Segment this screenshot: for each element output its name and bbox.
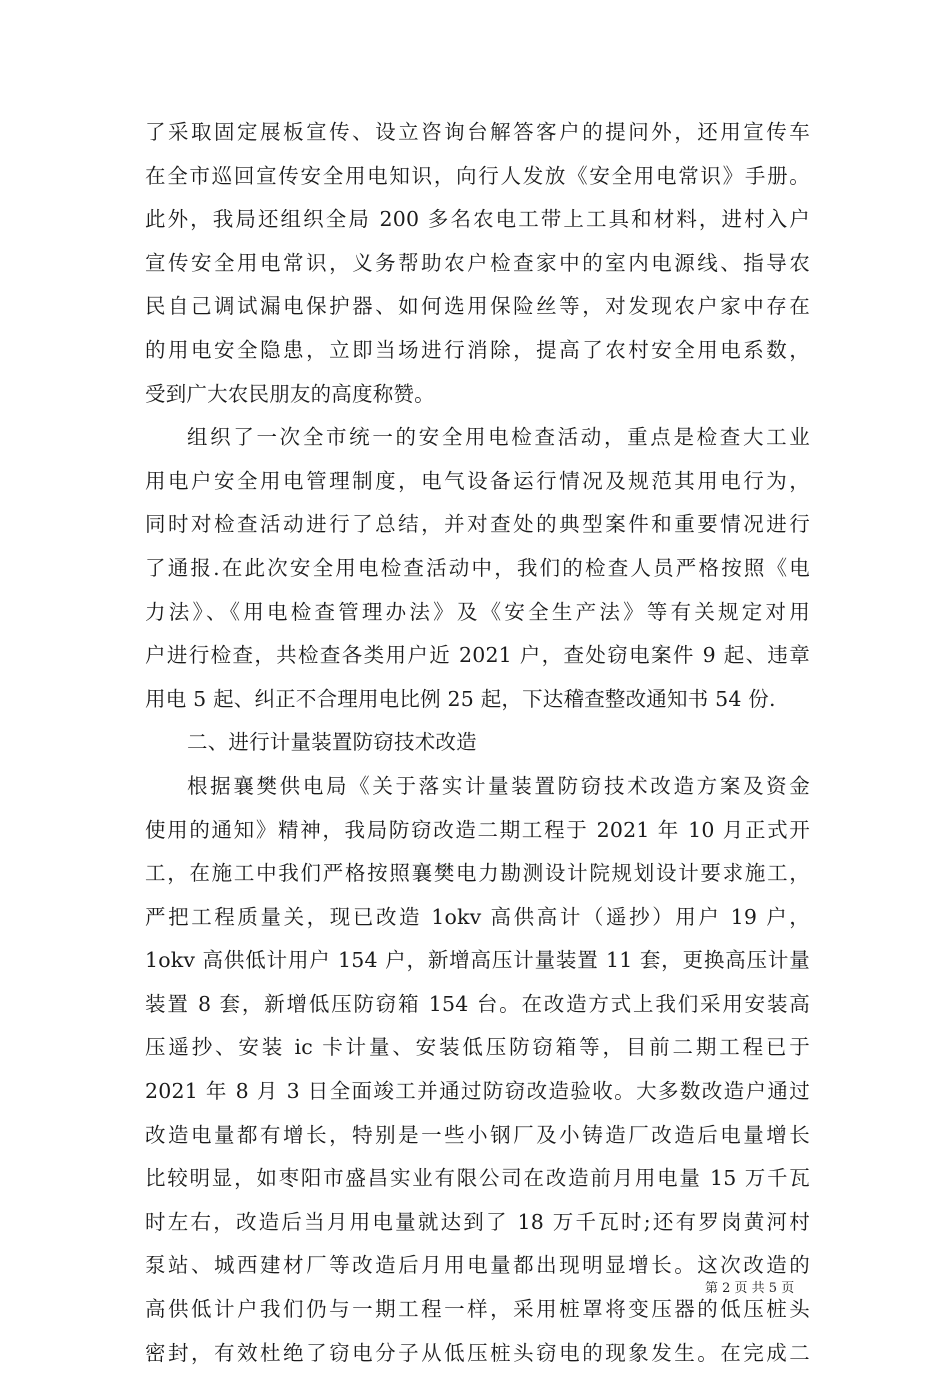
text-line: 同时对检查活动进行了总结，并对查处的典型案件和重要情况进行 [145,512,810,537]
text-line: 根据襄樊供电局《关于落实计量装置防窃技术改造方案及资金 [187,773,810,798]
text-line: 了通报.在此次安全用电检查活动中，我们的检查人员严格按照《电 [145,555,810,580]
text-line: 民自己调试漏电保护器、如何选用保险丝等，对发现农户家中存在 [145,294,810,319]
text-line: 严把工程质量关，现已改造 1okv 高供高计（遥抄）用户 19 户， [145,904,810,929]
text-line: 户进行检查，共检查各类用户近 2021 户，查处窃电案件 9 起、违章 [145,643,810,668]
text-line: 在全市巡回宣传安全用电知识，向行人发放《安全用电常识》手册。 [145,163,810,188]
text-line: 的用电安全隐患，立即当场进行消除，提高了农村安全用电系数， [145,337,810,362]
text-line: 改造电量都有增长，特别是一些小钢厂及小铸造厂改造后电量增长 [145,1122,810,1147]
text-line: 受到广大农民朋友的高度称赞。 [145,381,435,406]
text-line: 泵站、城西建材厂等改造后月用电量都出现明显增长。这次改造的 [145,1253,810,1278]
text-line: 使用的通知》精神，我局防窃改造二期工程于 2021 年 10 月正式开 [145,817,810,842]
text-line: 比较明显，如枣阳市盛昌实业有限公司在改造前月用电量 15 万千瓦 [145,1166,810,1191]
page-number: 第 2 页 共 5 页 [705,1281,795,1296]
text-line: 用电 5 起、纠正不合理用电比例 25 起，下达稽查整改通知书 54 份. [145,686,776,711]
text-line: 时左右，改造后当月用电量就达到了 18 万千瓦时;还有罗岗黄河村 [145,1209,810,1234]
text-line: 工，在施工中我们严格按照襄樊电力勘测设计院规划设计要求施工， [145,861,810,886]
text-line: 二、进行计量装置防窃技术改造 [187,730,477,755]
text-line: 装置 8 套，新增低压防窃箱 154 台。在改造方式上我们采用安装高 [145,991,810,1016]
text-line: 此外，我局还组织全局 200 多名农电工带上工具和材料，进村入户 [145,207,810,232]
text-line: 用电户安全用电管理制度，电气设备运行情况及规范其用电行为， [145,468,810,493]
body-text [145,111,810,1375]
text-line: 2021 年 8 月 3 日全面竣工并通过防窃改造验收。大多数改造户通过 [145,1079,810,1104]
text-line: 高供低计户我们仍与一期工程一样，采用桩罩将变压器的低压桩头 [145,1297,810,1322]
text-line: 1okv 高供低计用户 154 户，新增高压计量装置 11 套，更换高压计量 [145,948,810,973]
text-line: 宣传安全用电常识，义务帮助农户检查家中的室内电源线、指导农 [145,250,810,275]
text-line: 组织了一次全市统一的安全用电检查活动，重点是检查大工业 [187,425,810,450]
text-line: 力法》、《用电检查管理办法》及《安全生产法》等有关规定对用 [145,599,810,624]
text-line: 密封，有效杜绝了窃电分子从低压桩头窃电的现象发生。在完成二 [145,1340,810,1365]
text-line: 压遥抄、安装 ic 卡计量、安装低压防窃箱等，目前二期工程已于 [145,1035,810,1060]
text-line: 了采取固定展板宣传、设立咨询台解答客户的提问外，还用宣传车 [145,120,810,144]
